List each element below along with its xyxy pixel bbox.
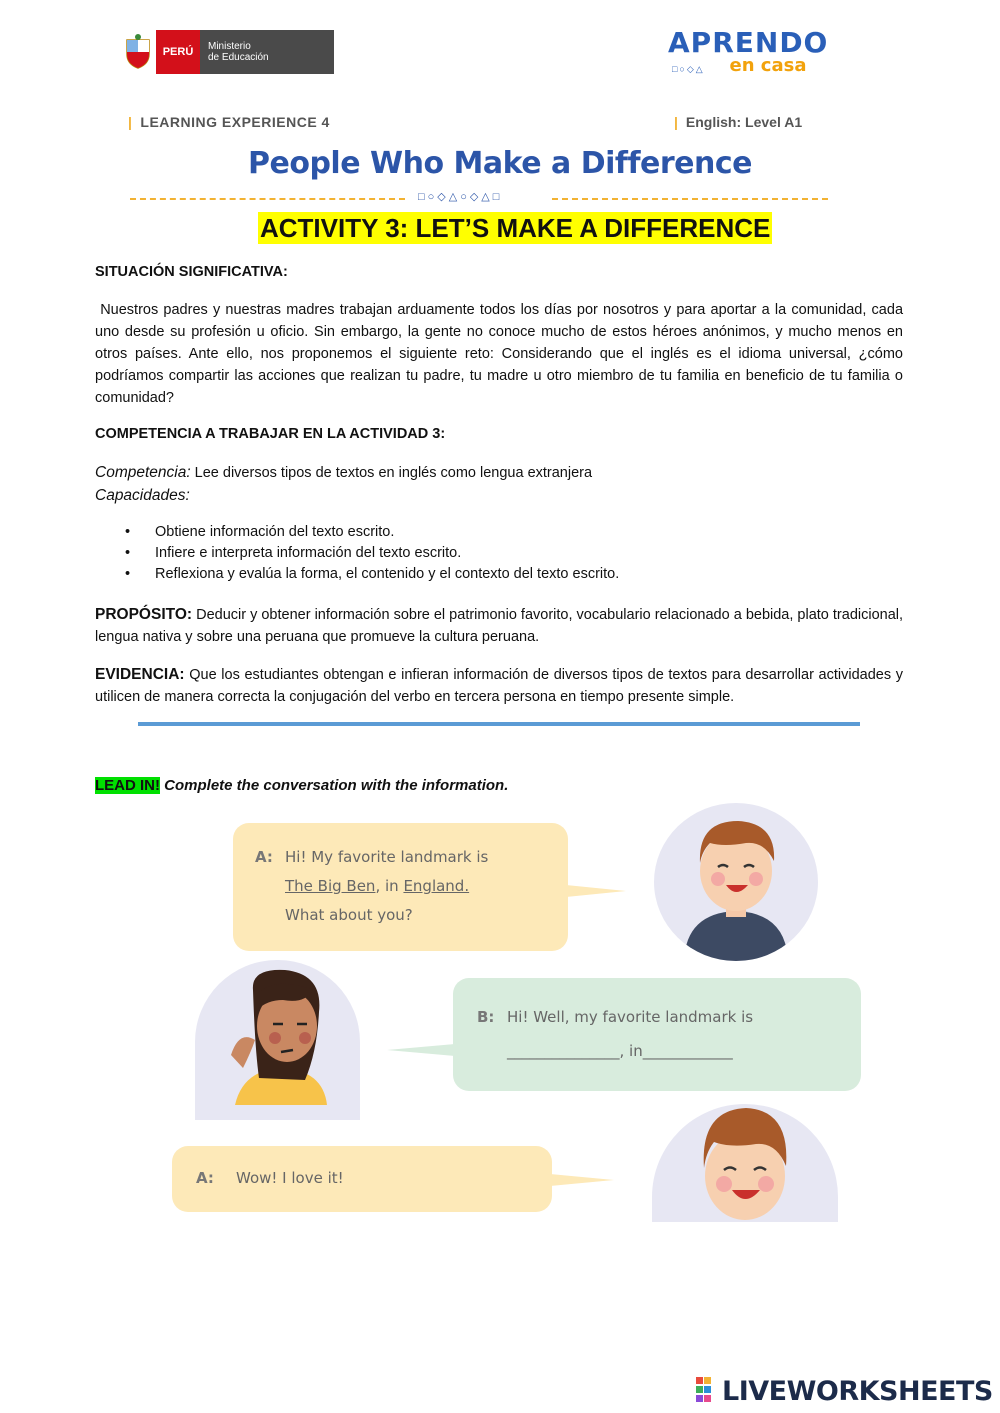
situacion-heading: SITUACIÓN SIGNIFICATIVA: xyxy=(95,264,288,280)
situacion-text xyxy=(95,299,903,409)
a1-country: England. xyxy=(403,877,470,895)
a2-line: Wow! I love it! xyxy=(236,1169,344,1187)
a1-line3: What about you? xyxy=(285,906,413,924)
shapes-divider-icon: □○◇△○◇△□ xyxy=(418,191,503,203)
speaker-a-label: A: xyxy=(255,848,273,866)
lead-in-label: LEAD IN! xyxy=(95,777,160,794)
competencia-heading: COMPETENCIA A TRABAJAR EN LA ACTIVIDAD 3: xyxy=(95,426,446,442)
ministerio-line1: Ministerio xyxy=(208,41,251,52)
a1-landmark: The Big Ben xyxy=(285,877,376,895)
proposito-label: PROPÓSITO: xyxy=(95,606,193,623)
lead-in xyxy=(95,777,508,794)
a1-sep: , in xyxy=(375,877,404,895)
level-label: | English: Level A1 xyxy=(674,114,803,130)
aprendo-text: APRENDO xyxy=(668,26,829,59)
peru-shield-icon xyxy=(120,30,156,74)
speech-bubble-a2 xyxy=(172,1146,552,1212)
minedu-logo xyxy=(120,30,334,74)
bubble-tail xyxy=(566,885,626,897)
lead-in-instruction: Complete the conversation with the information. xyxy=(164,777,509,794)
liveworksheets-brand xyxy=(696,1376,993,1407)
girl-illustration-icon xyxy=(195,960,360,1105)
en-casa-text: en casa xyxy=(729,55,807,76)
ministerio-label xyxy=(200,30,334,74)
evidencia-block xyxy=(95,664,903,708)
speech-bubble-a1 xyxy=(233,823,568,951)
boy-illustration-icon xyxy=(654,803,818,961)
a1-line1: Hi! My favorite landmark is xyxy=(285,848,489,866)
boy-avatar-2 xyxy=(652,1104,838,1222)
capacidades-label: Capacidades: xyxy=(95,487,190,504)
shapes-icon: □○◇△ xyxy=(672,64,705,74)
dashed-divider-right xyxy=(552,198,828,200)
evidencia-text: Que los estudiantes obtengan e infieran información de diversos tipos de textos para desarrollar actividades y utilicen de manera correcta la conjugación del verbo en tercera persona en tiempo presente simple. xyxy=(95,667,903,705)
ministerio-line2: de Educación xyxy=(208,52,269,63)
speaker-a-label: A: xyxy=(196,1169,214,1187)
evidencia-label: EVIDENCIA: xyxy=(95,666,185,683)
competencia-line xyxy=(95,462,903,484)
capacidad-item: • Reflexiona y evalúa la forma, el contenido y el contexto del texto escrito. xyxy=(95,564,903,585)
level-text: English: Level A1 xyxy=(685,114,803,130)
situacion-body: Nuestros padres y nuestras madres trabajan arduamente todos los días por nosotros y para aportar a la comunidad, cada uno desde su profesión u oficio. Sin embargo, la gente no conoce mucho de estos héroes anónimos, y mucho menos en otros países. Ante ello, nos proponemos el siguiente reto: Considerando que el inglés es el idioma universal, ¿cómo podríamos compartir las acciones que realizan tu padre, tu madre u otro miembro de tu familia en beneficio de tu familia o comunidad? xyxy=(95,302,904,406)
page-title: People Who Make a Difference xyxy=(248,146,752,181)
country-blank[interactable]: ____________ xyxy=(642,1042,733,1060)
capacidad-item: • Infiere e interpreta información del texto escrito. xyxy=(95,543,903,564)
bubble-tail xyxy=(550,1174,614,1186)
boy-illustration-icon xyxy=(652,1104,838,1222)
competencia-label: Competencia: xyxy=(95,464,191,481)
speaker-b-label: B: xyxy=(477,1008,495,1026)
capacidad-item: • Obtiene información del texto escrito. xyxy=(95,522,903,543)
aprendo-en-casa-logo xyxy=(668,28,828,78)
liveworksheets-text: LIVEWORKSHEETS xyxy=(722,1376,993,1407)
bubble-tail xyxy=(387,1044,455,1056)
capacidades-list xyxy=(95,522,903,585)
speech-bubble-b xyxy=(453,978,861,1091)
dashed-divider-left xyxy=(130,198,405,200)
peru-label: PERÚ xyxy=(156,30,200,74)
proposito-block xyxy=(95,604,903,648)
landmark-blank[interactable]: _______________ xyxy=(507,1042,620,1060)
learning-experience-text: LEARNING EXPERIENCE 4 xyxy=(140,114,330,130)
competencia-text: Lee diversos tipos de textos en inglés como lengua extranjera xyxy=(194,465,593,481)
activity-title: ACTIVITY 3: LET’S MAKE A DIFFERENCE xyxy=(260,213,771,243)
girl-avatar xyxy=(195,960,360,1120)
liveworksheets-logo-icon xyxy=(696,1377,720,1403)
section-divider xyxy=(138,722,860,726)
learning-experience-label: | LEARNING EXPERIENCE 4 xyxy=(128,114,330,130)
boy-avatar-1 xyxy=(654,803,818,961)
b-mid: , in xyxy=(619,1042,643,1060)
proposito-text: Deducir y obtener información sobre el patrimonio favorito, vocabulario relacionado a bebida, plato tradicional, lengua nativa y sobre una peruana que promueve la cultura peruana. xyxy=(95,607,904,645)
b-line1: Hi! Well, my favorite landmark is xyxy=(507,1008,754,1026)
